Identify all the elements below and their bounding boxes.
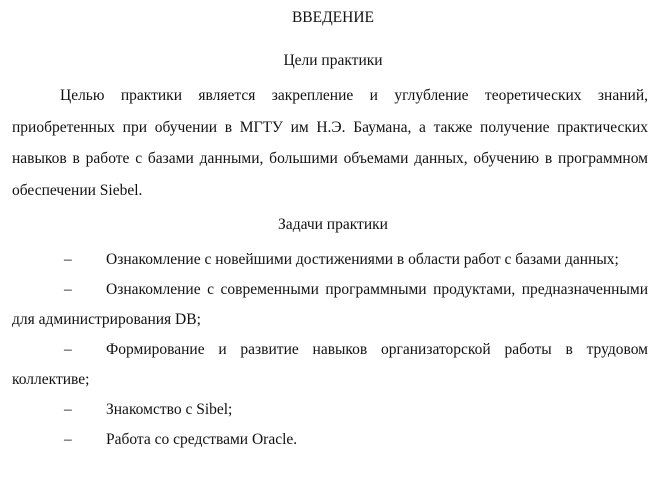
list-item <box>12 275 648 335</box>
task-text: Ознакомление с новейшими достижениями в области работ с базами данных; <box>106 251 619 268</box>
task-text: Знакомство с Sibel; <box>106 401 233 418</box>
tasks-list <box>12 245 648 455</box>
document-title: ВВЕДЕНИЕ <box>291 9 375 26</box>
goals-paragraph: Целью практики является закрепление и углубление теоретических знаний, приобретенных при обучении в МГТУ им Н.Э. Баумана, а также получение практических навыков в работе с базами данными, большими объемами данных, обучению в программном обеспечении Siebel. <box>12 87 648 199</box>
list-item <box>12 425 648 455</box>
task-text: Ознакомление с современными программными продуктами, предназначенными для администрирования DB; <box>12 281 648 328</box>
list-item <box>12 335 648 395</box>
dash-glyph: – <box>64 431 72 448</box>
dash-glyph: – <box>64 341 72 358</box>
list-item <box>12 245 648 275</box>
tasks-heading: Задачи практики <box>278 216 388 233</box>
dash-glyph: – <box>64 401 72 418</box>
dash-glyph: – <box>64 281 72 298</box>
list-item <box>12 395 648 425</box>
task-text: Формирование и развитие навыков организаторской работы в трудовом коллективе; <box>12 341 648 388</box>
goals-heading: Цели практики <box>283 52 383 69</box>
task-text: Работа со средствами Oracle. <box>106 431 298 448</box>
dash-glyph: – <box>64 251 72 268</box>
